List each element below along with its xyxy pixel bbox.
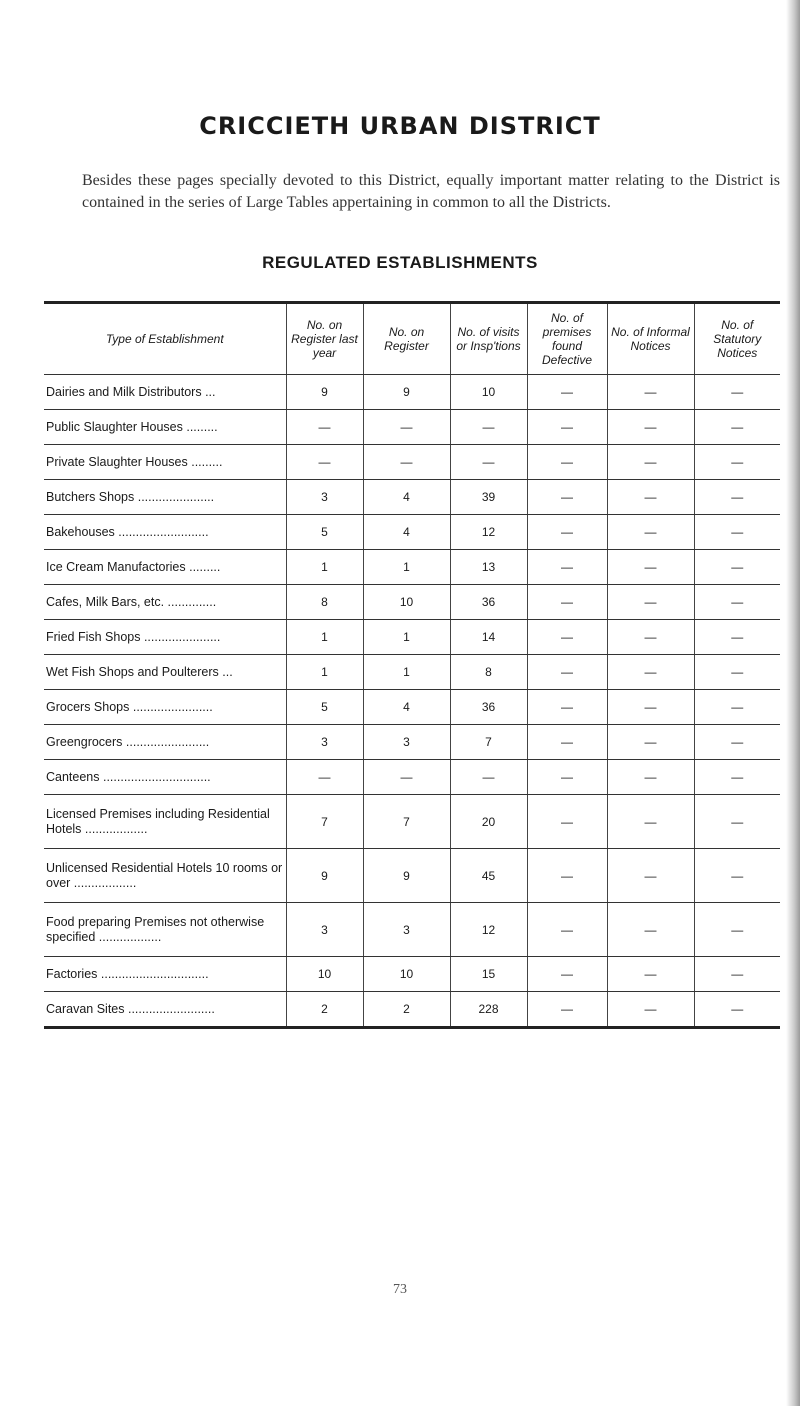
- row-register-last-year: 5: [286, 690, 363, 725]
- row-visits: —: [450, 760, 527, 795]
- table-row: [44, 655, 780, 690]
- row-visits: —: [450, 410, 527, 445]
- row-register: 1: [363, 550, 450, 585]
- header-statutory-notices: No. of Statutory Notices: [694, 304, 780, 375]
- row-visits: 10: [450, 375, 527, 410]
- row-register-last-year: 3: [286, 903, 363, 957]
- row-statutory-notices: —: [694, 795, 780, 849]
- row-type: Canteens ...............................: [44, 760, 286, 795]
- header-register-last-year: No. on Register last year: [286, 304, 363, 375]
- row-register-last-year: 9: [286, 849, 363, 903]
- row-statutory-notices: —: [694, 957, 780, 992]
- row-register-last-year: 3: [286, 725, 363, 760]
- row-informal-notices: —: [607, 725, 694, 760]
- header-informal-notices: No. of Informal Notices: [607, 304, 694, 375]
- row-statutory-notices: —: [694, 849, 780, 903]
- row-defective: —: [527, 795, 607, 849]
- table-row: [44, 725, 780, 760]
- row-visits: 7: [450, 725, 527, 760]
- row-statutory-notices: —: [694, 903, 780, 957]
- row-statutory-notices: —: [694, 725, 780, 760]
- regulated-establishments-table: [44, 301, 780, 1029]
- table-row: [44, 585, 780, 620]
- row-register: 3: [363, 903, 450, 957]
- row-type: Unlicensed Residential Hotels 10 rooms or over ..................: [44, 849, 286, 903]
- row-visits: 39: [450, 480, 527, 515]
- row-defective: —: [527, 480, 607, 515]
- row-register: —: [363, 760, 450, 795]
- row-statutory-notices: —: [694, 760, 780, 795]
- row-statutory-notices: —: [694, 620, 780, 655]
- row-informal-notices: —: [607, 655, 694, 690]
- row-statutory-notices: —: [694, 585, 780, 620]
- row-defective: —: [527, 725, 607, 760]
- table-row: [44, 903, 780, 957]
- row-register-last-year: 9: [286, 375, 363, 410]
- row-register: 4: [363, 480, 450, 515]
- row-register-last-year: 1: [286, 620, 363, 655]
- row-type: Fried Fish Shops ......................: [44, 620, 286, 655]
- row-informal-notices: —: [607, 620, 694, 655]
- row-register-last-year: 1: [286, 550, 363, 585]
- row-statutory-notices: —: [694, 480, 780, 515]
- row-visits: 12: [450, 903, 527, 957]
- row-register: 9: [363, 375, 450, 410]
- row-defective: —: [527, 515, 607, 550]
- row-statutory-notices: —: [694, 515, 780, 550]
- row-informal-notices: —: [607, 515, 694, 550]
- row-type: Grocers Shops .......................: [44, 690, 286, 725]
- table-header-row: [44, 304, 780, 375]
- table-row: [44, 375, 780, 410]
- row-informal-notices: —: [607, 375, 694, 410]
- row-type: Dairies and Milk Distributors ...: [44, 375, 286, 410]
- row-register-last-year: 2: [286, 992, 363, 1027]
- row-register-last-year: 3: [286, 480, 363, 515]
- table-row: [44, 550, 780, 585]
- row-register-last-year: 5: [286, 515, 363, 550]
- row-visits: 45: [450, 849, 527, 903]
- row-type: Caravan Sites .........................: [46, 1002, 215, 1016]
- row-defective: —: [527, 690, 607, 725]
- page-title: CRICCIETH URBAN DISTRICT: [199, 112, 601, 140]
- row-register-last-year: —: [286, 445, 363, 480]
- row-register: —: [363, 445, 450, 480]
- row-informal-notices: —: [607, 480, 694, 515]
- row-defective: —: [527, 550, 607, 585]
- table-row: [44, 480, 780, 515]
- row-type: Factories ...............................: [44, 957, 286, 992]
- row-type: Butchers Shops ......................: [44, 480, 286, 515]
- row-visits: 15: [450, 957, 527, 992]
- table-row: [44, 445, 780, 480]
- row-register: —: [363, 410, 450, 445]
- row-visits: 14: [450, 620, 527, 655]
- row-register: 2: [363, 992, 450, 1027]
- row-type: Cafes, Milk Bars, etc. ..............: [44, 585, 286, 620]
- row-informal-notices: —: [607, 795, 694, 849]
- table-row: [44, 849, 780, 903]
- row-statutory-notices: —: [694, 992, 780, 1027]
- row-visits: 13: [450, 550, 527, 585]
- row-register: 4: [363, 515, 450, 550]
- row-visits: 36: [450, 690, 527, 725]
- row-type: Private Slaughter Houses .........: [44, 445, 286, 480]
- row-informal-notices: —: [607, 849, 694, 903]
- row-register-last-year: —: [286, 410, 363, 445]
- row-defective: —: [527, 957, 607, 992]
- row-register: 9: [363, 849, 450, 903]
- row-statutory-notices: —: [694, 550, 780, 585]
- table-row: [44, 690, 780, 725]
- row-informal-notices: —: [607, 585, 694, 620]
- table-title: REGULATED ESTABLISHMENTS: [262, 253, 538, 272]
- row-informal-notices: —: [607, 992, 694, 1027]
- row-register-last-year: —: [286, 760, 363, 795]
- row-register: 10: [363, 585, 450, 620]
- row-register-last-year: 1: [286, 655, 363, 690]
- row-type: Public Slaughter Houses .........: [44, 410, 286, 445]
- row-type: Ice Cream Manufactories .........: [44, 550, 286, 585]
- row-informal-notices: —: [607, 903, 694, 957]
- row-register-last-year: 7: [286, 795, 363, 849]
- row-defective: —: [527, 375, 607, 410]
- row-statutory-notices: —: [694, 410, 780, 445]
- header-defective: No. of premises found Defective: [527, 304, 607, 375]
- row-register: 4: [363, 690, 450, 725]
- row-register: 1: [363, 655, 450, 690]
- row-informal-notices: —: [607, 550, 694, 585]
- row-register: 1: [363, 620, 450, 655]
- row-defective: —: [527, 849, 607, 903]
- row-visits: 8: [450, 655, 527, 690]
- row-defective: —: [527, 445, 607, 480]
- row-informal-notices: —: [607, 957, 694, 992]
- row-register-last-year: 10: [286, 957, 363, 992]
- row-defective: —: [527, 655, 607, 690]
- row-defective: —: [527, 620, 607, 655]
- row-visits: 228: [450, 992, 527, 1027]
- row-type: Greengrocers ........................: [44, 725, 286, 760]
- header-type: Type of Establishment: [44, 304, 286, 375]
- row-visits: —: [450, 445, 527, 480]
- row-defective: —: [527, 903, 607, 957]
- row-visits: 36: [450, 585, 527, 620]
- row-register-last-year: 8: [286, 585, 363, 620]
- page-edge-shadow: [786, 0, 800, 1406]
- row-defective: —: [527, 410, 607, 445]
- row-register: 3: [363, 725, 450, 760]
- row-defective: —: [527, 992, 607, 1027]
- row-type: Food preparing Premises not otherwise specified ..................: [44, 903, 286, 957]
- table-row: [44, 992, 780, 1027]
- row-type: Bakehouses ..........................: [44, 515, 286, 550]
- row-register: 7: [363, 795, 450, 849]
- row-informal-notices: —: [607, 760, 694, 795]
- table-row: [44, 410, 780, 445]
- row-defective: —: [527, 585, 607, 620]
- row-type: Licensed Premises including Residential Hotels ..................: [44, 795, 286, 849]
- row-visits: 12: [450, 515, 527, 550]
- row-defective: —: [527, 760, 607, 795]
- row-type: Wet Fish Shops and Poulterers ...: [44, 655, 286, 690]
- row-statutory-notices: —: [694, 655, 780, 690]
- row-statutory-notices: —: [694, 690, 780, 725]
- row-informal-notices: —: [607, 445, 694, 480]
- row-statutory-notices: —: [694, 445, 780, 480]
- table-row: [44, 515, 780, 550]
- header-register: No. on Register: [363, 304, 450, 375]
- table-row: [44, 620, 780, 655]
- header-visits: No. of visits or Insp'tions: [450, 304, 527, 375]
- intro-paragraph: Besides these pages specially devoted to this District, equally important matter relating to the District is contained in the series of Large Tables appertaining in common to all the Districts.: [82, 172, 780, 211]
- page-number: 73: [393, 1282, 407, 1297]
- row-statutory-notices: —: [694, 375, 780, 410]
- row-informal-notices: —: [607, 690, 694, 725]
- table-row: [44, 795, 780, 849]
- table-row: [44, 957, 780, 992]
- row-informal-notices: —: [607, 410, 694, 445]
- row-visits: 20: [450, 795, 527, 849]
- row-register: 10: [363, 957, 450, 992]
- table-row: [44, 760, 780, 795]
